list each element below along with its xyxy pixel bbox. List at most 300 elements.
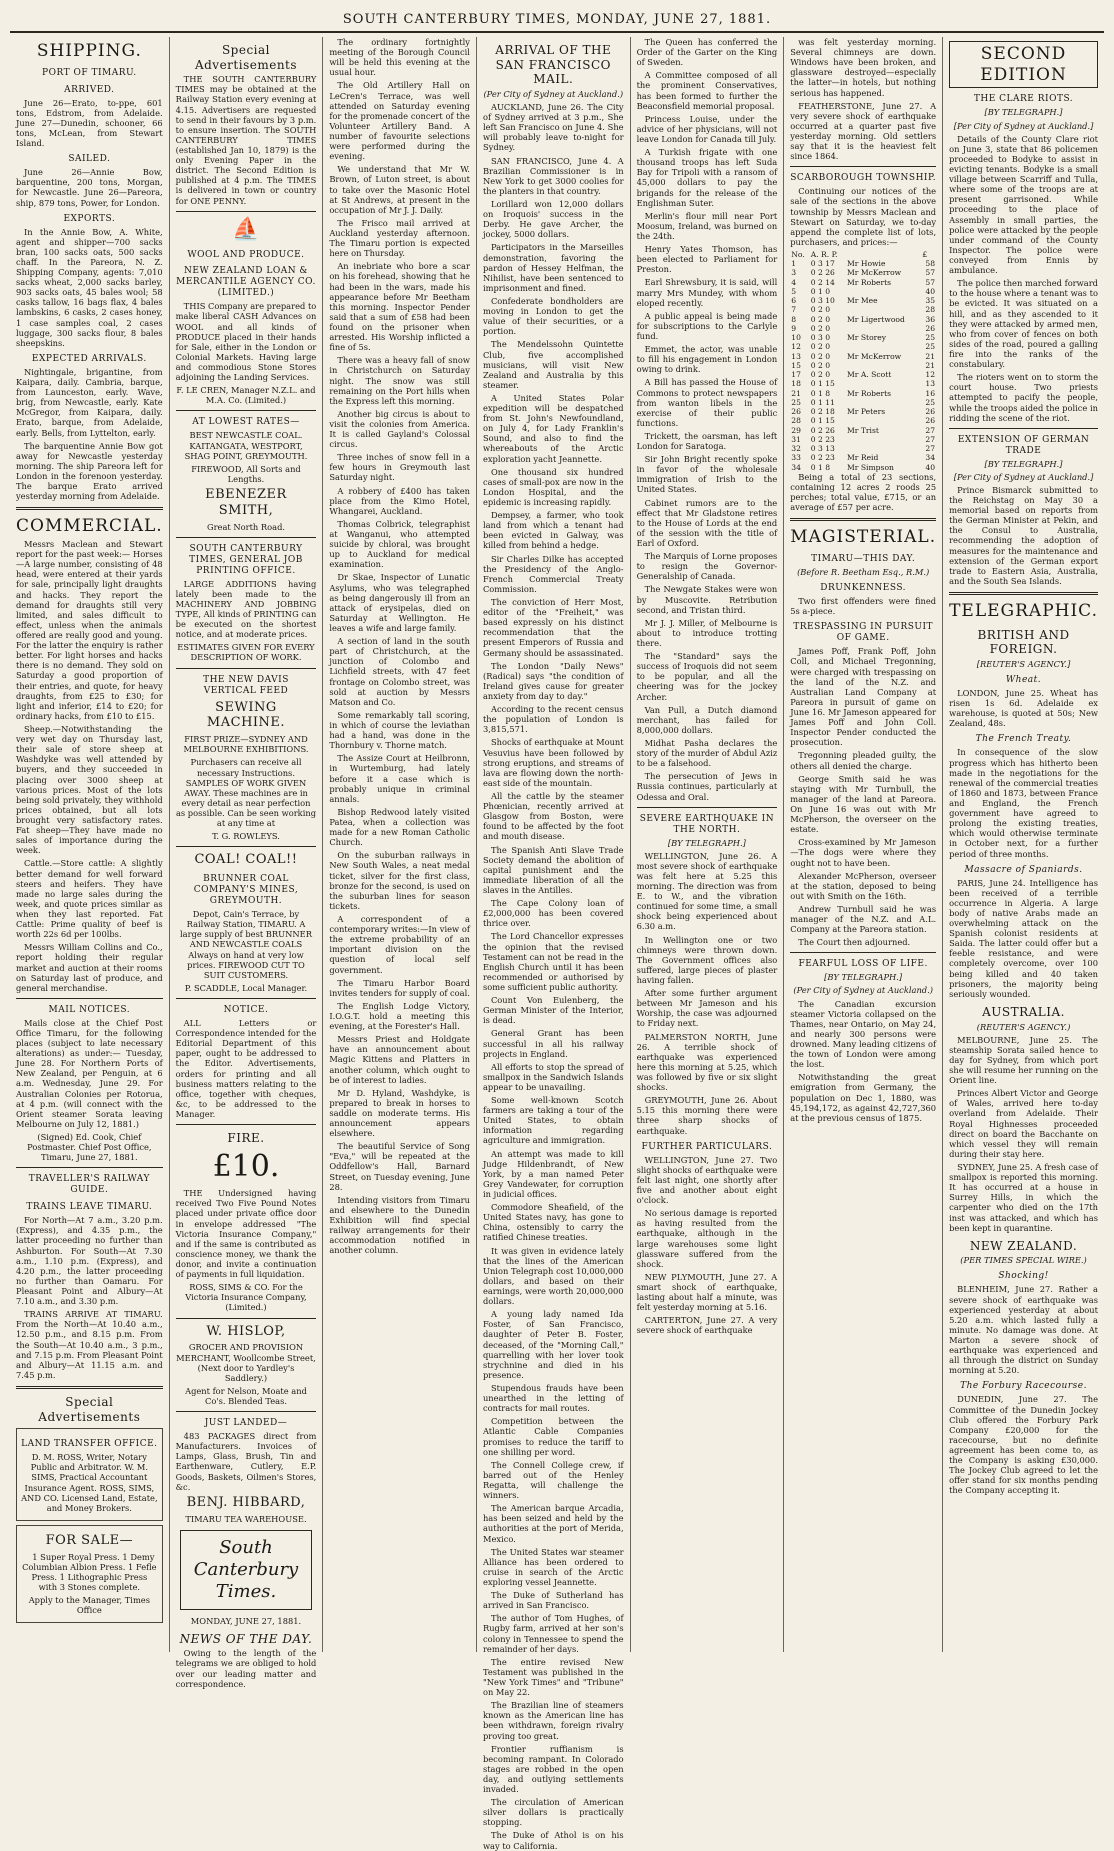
table-cell: 7 — [791, 305, 797, 315]
news-item: Some remarkably tall scoring, in which of course the leviathan had a hand, was done in the Thornbury v. Thorne match. — [329, 709, 470, 751]
fearful-credit: [BY TELEGRAPH.] — [824, 972, 903, 983]
news-item: Princess Louise, under the advice of her physicians, will not leave London for Canada till July. — [636, 113, 778, 144]
railway-subheading: TRAINS LEAVE TIMARU. — [26, 1202, 153, 1213]
news-item: Dempsey, a farmer, who took land from which a tenant had been evicted in Galway, was killed from behind a hedge. — [482, 510, 624, 551]
column-1 — [10, 37, 170, 1652]
table-cell: Mr Reid — [847, 453, 879, 463]
news-item: Thomas Colbrick, telegraphist at Wanganui, who attempted suicide by chloral, was brought up to Auckland for medical examination. — [329, 518, 470, 570]
williams-text: Messrs William Collins and Co., report holding their regular market and auction at their rooms on Saturday last of produce, and general merchandise. — [16, 942, 163, 993]
lots-header-cell: A. R. P. — [810, 249, 838, 259]
table-cell — [846, 435, 921, 444]
table-cell: 17 — [791, 370, 801, 380]
news-item: Two first offenders were fined 5s a-piece. — [790, 596, 937, 617]
news-item: The circulation of American silver dollars is practically stopping. — [482, 1797, 624, 1828]
news-item: General Grant has been successful in all his railway projects in England. — [482, 1028, 624, 1059]
table-cell: 57 — [925, 268, 936, 278]
news-item: The "Standard" says the success of Iroquois did not seem to be popular, and all the cheering was for the jockey Archer. — [636, 651, 778, 702]
table-cell: 4 — [791, 277, 797, 287]
table-row — [790, 259, 936, 268]
lots-total: Being a total of 23 sections, containing 12 acres 2 roods 25 perches; total value, £715, or an average of £57 per acre. — [790, 471, 937, 513]
telegraphic-heading: TELEGRAPHIC. — [949, 600, 1098, 621]
table-row — [790, 315, 936, 324]
commercial-heading: COMMERCIAL. — [16, 516, 163, 537]
news-item: All the cattle by the steamer Phœnician, recently arrived at Glasgow from Boston, were found to be affected by the foot and mouth disease. — [482, 790, 624, 842]
landed-heading: JUST LANDED— — [204, 1418, 288, 1429]
german-credit: [BY TELEGRAPH.] — [984, 458, 1063, 469]
divider — [16, 1167, 163, 1168]
news-item: A section of land in the south part of Christchurch, at the junction of Colombo and Lichfield streets, with 47 feet frontage on Colombo street, was sold at auction by Messrs Matson and Co. — [329, 636, 470, 707]
news-item: Dr Skae, Inspector of Lunatic Asylums, who was telegraphed as being dangerously ill from an attack of erysipelas, died on Saturday at Wellington. He leaves a wife and large family. — [329, 572, 470, 634]
table-cell: 28 — [925, 305, 936, 315]
table-cell — [846, 324, 921, 333]
davis-prize: FIRST PRIZE—SYDNEY AND MELBOURNE EXHIBITIONS. — [183, 734, 309, 755]
news-item: A Committee composed of all the prominent Conservatives, has been formed to further the Beaconsfield memorial proposal. — [636, 70, 778, 111]
news-item: Henry Yates Thomson, has been elected to Parliament for Preston. — [636, 244, 778, 275]
rowleys-name: T. G. ROWLEYS. — [212, 831, 280, 842]
fire-amount: £10. — [212, 1148, 280, 1184]
fire-heading: FIRE. — [227, 1131, 265, 1146]
land-transfer-ad — [16, 1428, 163, 1521]
news-item: A Turkish frigate with one thousand troops has left Suda Bay for Tripoli with a ransom of 45,000 dollars to pay the brigands for the release of the Englishman Suter. — [636, 147, 778, 208]
nz-loan-signature: F. LE CREN, Manager N.Z.L. and M.A. Co. (Limited.) — [176, 385, 316, 406]
column-4 — [477, 37, 631, 1851]
new-zealand-heading: NEW ZEALAND. — [969, 1238, 1078, 1253]
hislop-text: Agent for Nelson, Moate and Co's. Blended Teas. — [185, 1385, 307, 1406]
lots-table-body — [790, 250, 936, 472]
lots-header-cell: £ — [922, 249, 928, 259]
land-office-text: D. M. ROSS, Writer, Notary Public and Arbitrator. W. M. SIMS, Practical Accountant Insurance Agent. ROSS, SIMS, AND CO. Licensed Land, Estate, and Money Brokers. — [21, 1452, 158, 1513]
davis-text: Purchasers can receive all necessary Instructions. SAMPLES OF WORK GIVEN AWAY. These machines are in every detail as near perfection as possible. Can be seen working at any time at — [175, 757, 317, 829]
divider — [176, 537, 317, 538]
hibbard-name: BENJ. HIBBARD, — [186, 1494, 306, 1510]
table-cell: Mr A. Scott — [847, 370, 892, 380]
french-treaty-heading: The French Treaty. — [975, 734, 1072, 745]
table-cell: 26 — [925, 416, 936, 426]
table-row — [790, 278, 936, 287]
clare-credit-2: [Per City of Sydney at Auckland.] — [953, 120, 1094, 131]
divider — [176, 998, 317, 999]
table-cell: 25 — [925, 342, 936, 352]
news-item: SYDNEY, June 25. A fresh case of smallpox is reported this morning. It has occurred at a house in Surrey Hills, in which the carpenter who died on the 17th inst was attacked, and which has been kept in quarantine. — [949, 1161, 1098, 1233]
news-item: The Connell College crew, if barred out of the Henley Regatta, will challenge the winners. — [482, 1459, 624, 1501]
news-item: Shocks of earthquake at Mount Vesuvius have been followed by strong eruptions, and streams of lava are flowing down the north-east side of the mountain. — [482, 737, 624, 788]
fearful-heading: FEARFUL LOSS OF LIFE. — [798, 959, 928, 970]
job-estimates: ESTIMATES GIVEN FOR EVERY DESCRIPTION OF WORK. — [177, 642, 315, 663]
news-item: The American barque Arcadia, has been seized and held by the authorities at the port of Merida, Mexico. — [482, 1503, 624, 1544]
table-cell: 21 — [791, 388, 801, 398]
news-item: Earl Shrewsbury, it is said, will marry Mrs Mundey, with whom eloped recently. — [636, 277, 778, 308]
news-item: Trickett, the oarsman, has left London for Saratoga. — [636, 430, 778, 452]
news-item: AUCKLAND, June 26. The City of Sydney arrived at 3 p.m., She left San Francisco on June 4. She will probably leave to-night for Sydney. — [482, 101, 624, 153]
news-item: SAN FRANCISCO, June 4. A Brazilian Commissioner is in New York to get 3000 coolies for the planters in that country. — [482, 155, 624, 196]
divider — [176, 1411, 317, 1412]
mail-heading: MAIL NOTICES. — [48, 1004, 131, 1015]
news-item: FEATHERSTONE, June 27. A very severe shock of earthquake occurred at a quarter past five yesterday morning. Old settlers say that it is the heaviest felt since 1864. — [790, 100, 937, 162]
ebenezer-address: Great North Road. — [206, 521, 286, 532]
masthead: SOUTH CANTERBURY TIMES, MONDAY, JUNE 27, 1881. — [10, 12, 1104, 33]
table-cell: 0 2 0 — [810, 314, 831, 324]
table-cell: 0 1 11 — [810, 397, 835, 407]
news-item: Sir John Bright recently spoke in favor of the wholesale immigration of Irish to the United States. — [636, 454, 778, 495]
table-cell: Mr Storey — [847, 333, 887, 343]
magisterial-sub: TIMARU—THIS DAY. — [811, 554, 916, 565]
table-cell — [846, 305, 921, 314]
table-cell: 18 — [791, 379, 801, 389]
reuter-credit: [REUTER'S AGENCY.] — [976, 658, 1071, 669]
table-cell: 12 — [791, 342, 801, 352]
table-cell: 31 — [791, 434, 801, 444]
table-cell: 27 — [925, 434, 936, 444]
times-notice: THE SOUTH CANTERBURY TIMES may be obtained at the Railway Station every evening at 4.15. Advertisers are requested to send in their favours by 3 p.m. to ensure insertion. The SOUTH CANTERBURY TIMES (established Jan 10, 1879) is the only Evening Paper in the district. The Second Edition is published at 4 p.m. The TIMES is delivered in town or country for ONE PENNY. — [175, 74, 317, 206]
table-cell: 33 — [791, 453, 801, 463]
table-row — [790, 435, 936, 444]
news-item: The Marquis of Lorne proposes to resign the Governor-Generalship of Canada. — [636, 551, 778, 582]
table-cell: 0 2 0 — [810, 370, 831, 380]
divider — [16, 1386, 163, 1389]
special-ads-heading: Special Advertisements — [194, 43, 298, 72]
news-item: George Smith said he was staying with Mr Turnbull, the manager of the land at Pareora. On June 16 was out with Mr McPherson, the overseer on the estate. — [790, 773, 937, 835]
news-item: Participators in the Marseilles demonstration, favoring the pardon of Hessey Helfman, the Nihilist, have been sentenced to imprisonment and fined. — [482, 242, 624, 293]
column-2 — [170, 37, 324, 1689]
arrived-text: June 26—Erato, to-ppe, 601 tons, Edstrom, from Adelaide. June 27—Dunedin, schooner, 66 tons, McLean, from Stewart Island. — [16, 97, 163, 149]
table-cell: Mr Ligertwood — [847, 314, 905, 324]
news-item: Emmet, the actor, was unable to fill his engagement in London owing to drink. — [636, 344, 778, 375]
news-item: A Bill has passed the House of Commons to protect newspapers from wanton libels in the exercise of their public functions. — [636, 377, 778, 428]
divider — [790, 518, 936, 521]
table-cell: 0 2 26 — [810, 425, 835, 435]
table-cell: 29 — [791, 425, 801, 435]
news-item: Andrew Turnbull said he was manager of the N.Z. and A.L. Company at the Pareora station. — [790, 903, 937, 935]
table-cell — [846, 361, 921, 370]
sewing-machine-title: SEWING MACHINE. — [206, 699, 286, 731]
news-item: We understand that Mr W. Brown, of Luton street, is about to take over the Masonic Hotel at St Andrews, at present in the occupation of Mr J. J. Daily. — [329, 164, 470, 215]
cattle-text: Cattle.—Store cattle: A slightly better demand for well forward steers and heifers. They have made no large sales during the week, and quote prices similar as when they last reported. Fat Cattle: Prime quality of beef is worth 22s 6d per 100lbs. — [16, 858, 163, 940]
table-cell: 10 — [791, 333, 801, 343]
table-cell: 0 2 0 — [810, 351, 831, 361]
railway-arrivals: TRAINS ARRIVE AT TIMARU. From the North—At 10.40 a.m., 12.50 p.m., and 8.15 p.m. From the South—At 10.40 a.m., 3 p.m., and 7.15 p.m. From Pleasant Point and Albury—At 11.15 a.m. and 7.45 p.m. — [16, 1309, 163, 1380]
exports-text: In the Annie Bow, A. White, agent and shipper—700 sacks bran, 100 sacks oats, 500 sacks chaff. In the Pareora, N. Z. Shipping Company, agents: 7,010 sacks wheat, 2,000 sacks barley, 903 sacks oats, 45 bales wool; 58 casks tallow, 16 bags flax, 4 bales lambskins, 6 casks, 2 cases honey, 1 case samples coal, 2 cases luggage, 300 sacks flour, 8 bales sheepskins. — [16, 226, 163, 348]
table-cell: 3 — [791, 268, 797, 278]
coal-heading: COAL! COAL!! — [194, 852, 298, 868]
landed-text: 483 PACKAGES direct from Manufacturers. Invoices of Lamps, Glass, Brush, Tin and Earthenware, Cutlery, E.P. Goods, Baskets, Oilmen's Stores, &c. — [175, 1431, 317, 1492]
news-item: The conviction of Herr Most, editor of the "Freiheit," was based expressly on his distinct recommendation that the present Emperors of Russia and Germany should be assassinated. — [482, 597, 624, 658]
news-item: Cabinet rumors are to the effect that Mr Gladstone retires to the House of Lords at the end of the session with the title of Earl of Oxford. — [636, 497, 778, 549]
news-of-day-text: Owing to the length of the telegrams we are obliged to hold over our leading matter and correspondence. — [175, 1648, 317, 1689]
table-cell — [846, 287, 921, 296]
table-row — [790, 370, 936, 379]
news-item: Princes Albert Victor and George of Wales, arrived here to-day overland from Adelaide. Their Royal Highnesses proceeded direct on board the Bacchante on which vessel they will remain during their stay here. — [949, 1088, 1098, 1159]
news-item: Alexander McPherson, overseer at the station, deposed to being out with Smith on the 16th. — [790, 870, 937, 901]
fearful-credit-2: (Per City of Sydney at Auckland.) — [793, 985, 933, 996]
table-cell: Mr Roberts — [847, 277, 892, 287]
coal-places: BEST NEWCASTLE COAL. KAITANGATA, WESTPORT, SHAG POINT, GREYMOUTH. — [184, 430, 308, 461]
news-item: The Queen has conferred the Order of the Garter on the King of Sweden. — [636, 37, 778, 68]
nz-loan-heading: NEW ZEALAND LOAN & MERCANTILE AGENCY CO. (LIMITED.) — [176, 266, 316, 299]
news-item: A young lady named Ida Foster, of San Francisco, daughter of Peter B. Foster, deceased, of the "Morning Call," quarrelling with her lover took strychnine and died in his presence. — [482, 1309, 624, 1380]
news-item: Intending visitors from Timaru and elsewhere to the Dunedin Exhibition will find special railway arrangements for their accommodation notified in another column. — [329, 1194, 470, 1256]
job-printing-heading: SOUTH CANTERBURY TIMES, GENERAL JOB PRINTING OFFICE. — [189, 543, 303, 576]
earthquake-heading: SEVERE EARTHQUAKE IN THE NORTH. — [639, 813, 775, 835]
table-row — [790, 426, 936, 435]
news-item: WELLINGTON, June 27. Two slight shocks of earthquake were felt last night, one shortly after five and another about eight o'clock. — [636, 1154, 778, 1206]
divider — [176, 1124, 317, 1125]
table-row — [790, 398, 936, 407]
dateline: MONDAY, JUNE 27, 1881. — [190, 1615, 302, 1626]
table-row — [790, 453, 936, 462]
news-item: Mr J. J. Miller, of Melbourne is about to introduce trotting there. — [636, 617, 778, 649]
special-ads-heading: Special Advertisements — [38, 1395, 141, 1424]
clare-credit: [BY TELEGRAPH.] — [984, 107, 1063, 118]
table-cell: 9 — [791, 323, 797, 333]
wheat-heading: Wheat. — [1005, 675, 1042, 686]
table-row — [790, 296, 936, 305]
news-item: Details of the County Clare riot on June 3, state that 86 policemen proceeded to Bodyke to assist in evicting tenants. Bodyke is a small village between Scarriff and Tulla, where some of the troops are at present garrisoned. While proceeding to the place of Assembly in small parties, the police were attacked by the people under command of the County Inspector. The police were conveyed from Ennis by ambulance. — [949, 133, 1098, 276]
german-trade-heading: EXTENSION OF GERMAN TRADE — [957, 434, 1090, 456]
news-item: Prince Bismarck submitted to the Reichstag on May 30 a memorial based on reports from the German Minister at Pekin, and the Consul to Australia, recommending the adoption of measures for the maintenance and extension of the German export trade to Eastern Asia, Australia, and the South Sea Islands. — [949, 484, 1098, 586]
table-cell: 21 — [925, 351, 936, 361]
table-row — [790, 416, 936, 425]
news-item: was felt yesterday morning. Several chimneys are down. Windows have been broken, and glassware destroyed—especially the latter—in hotels, but nothing serious has happened. — [790, 37, 937, 98]
hislop-sub: GROCER AND PROVISION MERCHANT, Woollcombe Street, (Next door to Yardley's Saddlery.) — [176, 1342, 316, 1383]
table-cell: 27 — [925, 425, 936, 435]
scarborough-heading: SCARBOROUGH TOWNSHIP. — [790, 173, 937, 184]
table-cell — [846, 342, 921, 351]
british-foreign-heading: BRITISH AND FOREIGN. — [977, 627, 1070, 657]
railway-text: For North—At 7 a.m., 3.20 p.m. (Express), and 4.35 p.m., the latter proceeding no further than Ashburton. For South—At 7.30 a.m., 1.10 p.m. (Express), and 4.20 p.m., the latter proceeding no further than Oamaru. For Pleasant Point and Albury—At 7.10 a.m., and 3.30 p.m. — [16, 1215, 163, 1307]
mail-text: Mails close at the Chief Post Office Timaru, for the following places (subject to late necessary alterations) as under:— Tuesday, June 28. For Northern Ports of New Zealand, per Penguin, at 6 a.m. Wednesday, June 29. For Australian Colonies per Rotorua, at 4 p.m. (will connect with the Orient steamer Sorata leaving Melbourne on July 12, 1881.) — [16, 1017, 163, 1129]
table-cell: 32 — [791, 444, 801, 454]
table-row — [790, 361, 936, 370]
table-cell: 26 — [791, 407, 801, 417]
table-cell: Mr Mee — [847, 296, 878, 306]
table-cell: 36 — [925, 314, 936, 324]
table-row — [790, 268, 936, 277]
news-item: The Brazilian line of steamers known as the American line has been withdrawn, foreign rivalry proving too great. — [482, 1700, 624, 1741]
australia-heading: AUSTRALIA. — [982, 1004, 1065, 1019]
news-item: The Cape Colony loan of £2,000,000 has been covered thrice over. — [482, 898, 624, 929]
table-cell: 0 1 15 — [810, 379, 835, 389]
table-row — [790, 389, 936, 398]
commercial-text: Messrs Maclean and Stewart report for the past week:— Horses—A large number, consisting of 48 head, were entered at their yards for sale, principally light draughts and hacks. They report the demand for draughts still very limited, and sales difficult to effect, unless when the animals offered are really good and young. For the latter the enquiry is rather better. For light horses and hacks there is no demand. They sold on Saturday a good proportion of their entries, and quote, for heavy draughts, from £25 to £30; for light and inferior, £14 to £20; for ordinary hacks, from £10 to £15. — [16, 539, 163, 721]
news-item: A public appeal is being made for subscriptions to the Carlyle fund. — [636, 310, 778, 341]
table-cell: Mr Roberts — [847, 388, 892, 398]
table-cell: 0 2 0 — [810, 305, 831, 315]
table-cell: 25 — [925, 397, 936, 407]
news-item: The Court then adjourned. — [798, 937, 911, 948]
news-of-day-heading: NEWS OF THE DAY. — [179, 1631, 313, 1646]
table-cell: 25 — [925, 333, 936, 343]
sheep-text: Sheep.—Notwithstanding the very wet day on Thursday last, their sale of store sheep at Washdyke was well attended by buyers, and they succeeded in placing over 3000 sheep at various prices. Most of the lots being sold privately, they withhold prices obtained, but all lots brought very satisfactory rates. Fat sheep—They have made no sales of importance during the week. — [16, 724, 163, 856]
news-item: PALMERSTON NORTH, June 26. A terrible shock of earthquake was experienced here this morning at 5.25, which was followed by five or six slight shocks. — [636, 1031, 778, 1093]
scarborough-text: Continuing our notices of the sale of the sections in the above township by Messrs Maclean and Stewart on Saturday, we to-day append the complete list of lots, purchasers, and prices:— — [790, 186, 937, 247]
firewood-line: FIREWOOD, All Sorts and Lengths. — [191, 463, 301, 484]
news-item: Notwithstanding the great emigration from Germany, the population on Dec 1, 1880, was 45,194,172, as against 42,727,360 at the previous census of 1875. — [790, 1072, 937, 1123]
table-cell: 34 — [925, 453, 936, 463]
table-cell: 27 — [925, 444, 936, 454]
table-row — [790, 407, 936, 416]
notice-heading: NOTICE. — [223, 1004, 269, 1015]
news-item: The London "Daily News" (Radical) says "the condition of Ireland gives cause for greater anxiety from day to day." — [482, 660, 624, 701]
news-item: Some well-known Scotch farmers are taking a tour of the United States, to obtain information regarding agriculture and immigration. — [482, 1095, 624, 1146]
news-item: The Assize Court at Heilbronn, in Wurtemburg, had lately before it a case which is probably unique in criminal annals. — [329, 753, 470, 804]
news-item: Sir Charles Dilke has accepted the Presidency of the Anglo-French Commercial Treaty Commission. — [482, 553, 624, 594]
news-item: According to the recent census the population of London is 3,815,571. — [482, 704, 624, 735]
news-item: CARTERTON, June 27. A very severe shock of earthquake — [636, 1315, 778, 1336]
news-item: WELLINGTON, June 26. A most severe shock of earthquake was felt here at 5.25 this morning. The direction was from E. to W., and the vibration continued for some time, a small shock being experienced about 6.30 a.m. — [636, 850, 778, 932]
table-cell: Mr Trist — [847, 425, 879, 435]
news-item: Merlin's flour mill near Port Moosum, Ireland, was burned on the 24th. — [636, 210, 778, 241]
news-item: Messrs Priest and Holdgate have an announcement about Magic Kittens and Platters in another column, which ought to be of interest to ladies. — [329, 1034, 470, 1085]
earthquake-credit: [BY TELEGRAPH.] — [667, 837, 746, 848]
table-row — [790, 444, 936, 453]
ship-emblem-icon: ⛵ — [232, 216, 260, 242]
news-item: DUNEDIN, June 27. The Committee of the Dunedin Jockey Club offered the Forbury Park Company £20,000 for the racecourse, but no definite agreement has been come to, as the Company is asking £30,000. The Jockey Club agreed to let the offer stand for six months pending the Company accepting it. — [949, 1394, 1098, 1496]
ebenezer-name: EBENEZER SMITH, — [205, 486, 287, 518]
news-item: Three inches of snow fell in a few hours in Greymouth last Saturday night. — [329, 452, 470, 483]
news-item: BLENHEIM, June 27. Rather a severe shock of earthquake was experienced yesterday at about 5.20 a.m. which lasted fully a minute. No damage was done. At Marton a severe shock of earthquake was experienced and all through the district on Sunday morning at 5.20. — [949, 1284, 1098, 1376]
clare-heading: THE CLARE RIOTS. — [973, 94, 1074, 105]
news-item: One thousand six hundred cases of small-pox are now in the London Hospital, and the epidemic is increasing rapidly. — [482, 466, 624, 508]
table-cell: 0 3 13 — [810, 444, 835, 454]
news-item: A correspondent of a contemporary writes:—In view of the extreme probability of an important division on the question of local self government. — [329, 913, 470, 975]
magisterial-before: (Before R. Beetham Esq., R.M.) — [797, 567, 930, 578]
table-cell: 13 — [925, 379, 936, 389]
table-cell: 40 — [925, 286, 936, 296]
table-cell: Mr Simpson — [847, 462, 894, 472]
news-item: The entire revised New Testament was published in the "New York Times" and "Tribune" on May 22. — [482, 1656, 624, 1698]
news-item: A United States Polar expedition will be despatched from St. John's Newfoundland, on July 4, for Lady Franklin's Sound, and also to find the whereabouts of the Arctic exploration yacht Jeannette. — [482, 392, 624, 464]
lowest-rates: AT LOWEST RATES— — [192, 417, 300, 428]
lots-header-cell: No. — [791, 249, 805, 259]
for-sale-apply: Apply to the Manager, Times Office — [28, 1595, 150, 1616]
expected-text: Nightingale, brigantine, from Kaipara, daily. Cambria, barque, from Launceston, early. Wave, brig, from Newcastle, early. Kate McGregor, from Kaipara, daily. Erato, barque, from Adelaide, early. Bells, from Lyttelton, early. — [16, 366, 163, 438]
for-sale-title: FOR SALE— — [45, 1532, 134, 1548]
news-item: Stupendous frauds have been unearthed in the letting of contracts for mail routes. — [482, 1383, 624, 1414]
table-cell: 0 1 8 — [810, 462, 831, 472]
news-item: Frontier ruffianism is becoming rampant. In Colorado stages are robbed in the open day, and outlying settlements invaded. — [482, 1743, 624, 1795]
notice-text: ALL Letters or Correspondence intended for the Editorial Department of this paper, ought to be addressed to the Editor. Advertisements, orders for printing and all business matters relating to the office, together with cheques, &c, to be addressed to the Manager. — [175, 1017, 317, 1119]
table-cell: 40 — [925, 462, 936, 472]
table-cell: Mr McKerrow — [847, 268, 902, 278]
news-item: The Mendelssohn Quintette Club, five accomplished musicians, will visit New Zealand and Australia by this steamer. — [482, 339, 624, 390]
brunner-signature: P. SCADDLE, Local Manager. — [184, 982, 308, 993]
lots-header-row — [790, 250, 936, 259]
news-item: The persecution of Jews in Russia continues, particularly at Odessa and Oral. — [636, 771, 778, 802]
table-cell: 0 3 10 — [810, 296, 835, 306]
table-row — [790, 352, 936, 361]
news-item: Midhat Pasha declares the story of the murder of Abdul Aziz to be a falsehood. — [636, 738, 778, 769]
table-cell: 26 — [925, 323, 936, 333]
news-item: The English Lodge Victory, I.O.G.T. hold a meeting this evening, at the Forester's Hall. — [329, 1000, 470, 1032]
sailed-text: June 26—Annie Bow, barquentine, 200 tons, Morgan, for Newcastle. June 26—Pareora, ship, 879 tons, Power, for London. — [16, 167, 163, 208]
german-credit-2: [Per City of Sydney at Auckland.] — [953, 471, 1094, 482]
hibbard-sub: TIMARU TEA WAREHOUSE. — [185, 1513, 307, 1524]
news-item: The Spanish Anti Slave Trade Society demand the abolition of capital punishment and the immediate liberation of all the slaves in the Antilles. — [482, 844, 624, 895]
massacre-heading: Massacre of Spaniards. — [964, 864, 1083, 875]
divider — [176, 668, 317, 669]
frisco-mail-heading: ARRIVAL OF THE SAN FRANCISCO MAIL. — [495, 43, 612, 87]
divider — [949, 428, 1098, 429]
news-item: The Canadian excursion steamer Victoria collapsed on the Thames, near Ontario, on May 24, and nearly 300 persons were drowned. Many leading citizens of the town of London were among the lost. — [790, 998, 937, 1070]
mail-signature: (Signed) Ed. Cook, Chief Postmaster. Chief Post Office, Timaru, June 27, 1881. — [27, 1132, 152, 1163]
table-cell: Mr Howie — [847, 259, 886, 269]
land-office-title: LAND TRANSFER OFFICE. — [21, 1439, 158, 1450]
brunner-text: Depot, Cain's Terrace, by Railway Station, TIMARU. A large supply of best BRUNNER AND NEWCASTLE COALS Always on hand at very low prices. FIREWOOD CUT TO SUIT CUSTOMERS. — [180, 909, 312, 980]
table-cell: 1 — [791, 259, 797, 269]
news-item: The Old Artillery Hall on LeCren's Terrace, was well attended on Saturday evening for the promenade concert of the Volunteer Artillery Band. A number of favourite selections were performed during the evening. — [329, 80, 470, 162]
paper-logo-text: South Canterbury Times. — [193, 1536, 299, 1602]
table-cell: 0 1 0 — [810, 286, 831, 296]
table-cell — [846, 398, 921, 407]
table-cell: 0 2 0 — [810, 323, 831, 333]
fire-text: THE Undersigned having received Two Five Pound Notes placed under private office door in envelope addressed "The Victoria Insurance Company," and if the same is contributed as conscience money, we thank the donor, and invite a continuation of payments in full liquidation. — [175, 1188, 317, 1280]
column-6 — [784, 37, 943, 1652]
news-item: The Lord Chancellor expresses the opinion that the revised Testament can not be read in the English Church until it has been recommended or authorised by some sufficient public authority. — [482, 931, 624, 992]
table-cell — [846, 416, 921, 425]
divider — [176, 410, 317, 411]
news-item: NEW PLYMOUTH, June 27. A smart shock of earthquake, lasting about half a minute, was felt yesterday morning at 5.16. — [636, 1271, 778, 1313]
railway-heading: TRAVELLER'S RAILWAY GUIDE. — [28, 1174, 150, 1196]
lots-table — [790, 250, 936, 472]
shocking-heading: Shocking! — [998, 1271, 1049, 1282]
table-cell: 6 — [791, 296, 797, 306]
news-item: A robbery of £400 has taken place from the Kimo Hotel, Whangarei, Auckland. — [329, 485, 470, 516]
brunner-heading: BRUNNER COAL COMPANY'S MINES, GREYMOUTH. — [193, 874, 299, 907]
table-cell: 12 — [925, 370, 936, 380]
shipping-heading: SHIPPING. — [36, 41, 142, 61]
news-item: LONDON, June 25. Wheat has risen 1s 6d. Adelaide ex warehouse, is quoted at 50s; New Zealand, 48s. — [949, 688, 1098, 729]
table-cell: 0 3 17 — [810, 259, 835, 269]
news-item: The rioters went on to storm the court house. Two priests attempted to pacify the people, while the troops aided the police in ridding the scene of the riot. — [949, 372, 1098, 423]
divider — [637, 807, 778, 808]
news-item: The Newgate Stakes were won by Muscovite. Retribution second, and Tristan third. — [636, 584, 778, 615]
news-item: GREYMOUTH, June 26. About 5.15 this morning there were three sharp shocks of earthquake. — [636, 1095, 778, 1136]
news-item: The United States war steamer Alliance has been ordered to cruise in search of the Arctic exploring vessel Jeannette. — [482, 1546, 624, 1587]
table-cell: 0 1 15 — [810, 416, 835, 426]
news-item: The Duke of Athol is on his way to California. — [482, 1830, 624, 1851]
news-item: In Wellington one or two chimneys were thrown down. The Government offices also suffered, large pieces of plaster having fallen. — [636, 934, 778, 986]
table-cell: 15 — [791, 360, 801, 370]
forbury-heading: The Forbury Racecourse. — [960, 1381, 1087, 1392]
divider — [176, 1318, 317, 1319]
news-item: Lorillard won 12,000 dollars on Iroquois' success in the Derby. He gave Archer, the jockey, 5000 dollars. — [482, 198, 624, 240]
table-cell: 8 — [791, 314, 797, 324]
column-7 — [943, 37, 1104, 1652]
news-item: The author of Tom Hughes, of Rugby farm, arrived at her son's colony in Tennessee to spend the remainder of her days. — [482, 1613, 624, 1654]
fire-signature: ROSS, SIMS & CO. For the Victoria Insurance Company, (Limited.) — [185, 1282, 307, 1313]
table-cell: 34 — [791, 462, 801, 472]
divider — [176, 846, 317, 847]
table-cell: 0 2 18 — [810, 407, 835, 417]
barquentine-text: The barquentine Annie Bow got away for Newcastle yesterday morning. The ship Pareora left for London in the forenoon yesterday. The barque Erato arrived yesterday morning from Adelaide. — [16, 440, 163, 502]
news-item: The ordinary fortnightly meeting of the Borough Council will be held this evening at the usual hour. — [329, 37, 470, 78]
table-row — [790, 287, 936, 296]
table-cell: 58 — [925, 259, 936, 269]
news-item: The Timaru Harbor Board invites tenders for supply of coal. — [329, 977, 470, 998]
divider — [790, 166, 936, 167]
news-item: PARIS, June 24. Intelligence has been received of a terrible occurrence in Algeria. A large body of native Arabs made an overwhelming attack on the Spanish colonist residents at Saida. The latter could offer but a feeble resistance, and were completely overcome, over 100 being killed and 40 taken prisoners, the majority being seriously wounded. — [949, 877, 1098, 999]
further-particulars-heading: FURTHER PARTICULARS. — [641, 1141, 773, 1152]
news-item: MELBOURNE, June 25. The steamship Sorata sailed hence to day for Sydney, from which port she will resume her running on the Orient line. — [949, 1034, 1098, 1086]
arrived-label: ARRIVED. — [64, 84, 115, 95]
table-cell: 35 — [925, 296, 936, 306]
table-row — [790, 324, 936, 333]
table-cell — [846, 379, 921, 388]
table-cell: 0 2 23 — [810, 453, 835, 463]
column-3 — [323, 37, 477, 1652]
news-item: Another big circus is about to visit the colonies from America. It is called Gayland's Colossal circus. — [329, 408, 470, 450]
news-item: No serious damage is reported as having resulted from the earthquake, although in the large warehouses some light glassware suffered from the shock. — [636, 1208, 778, 1269]
